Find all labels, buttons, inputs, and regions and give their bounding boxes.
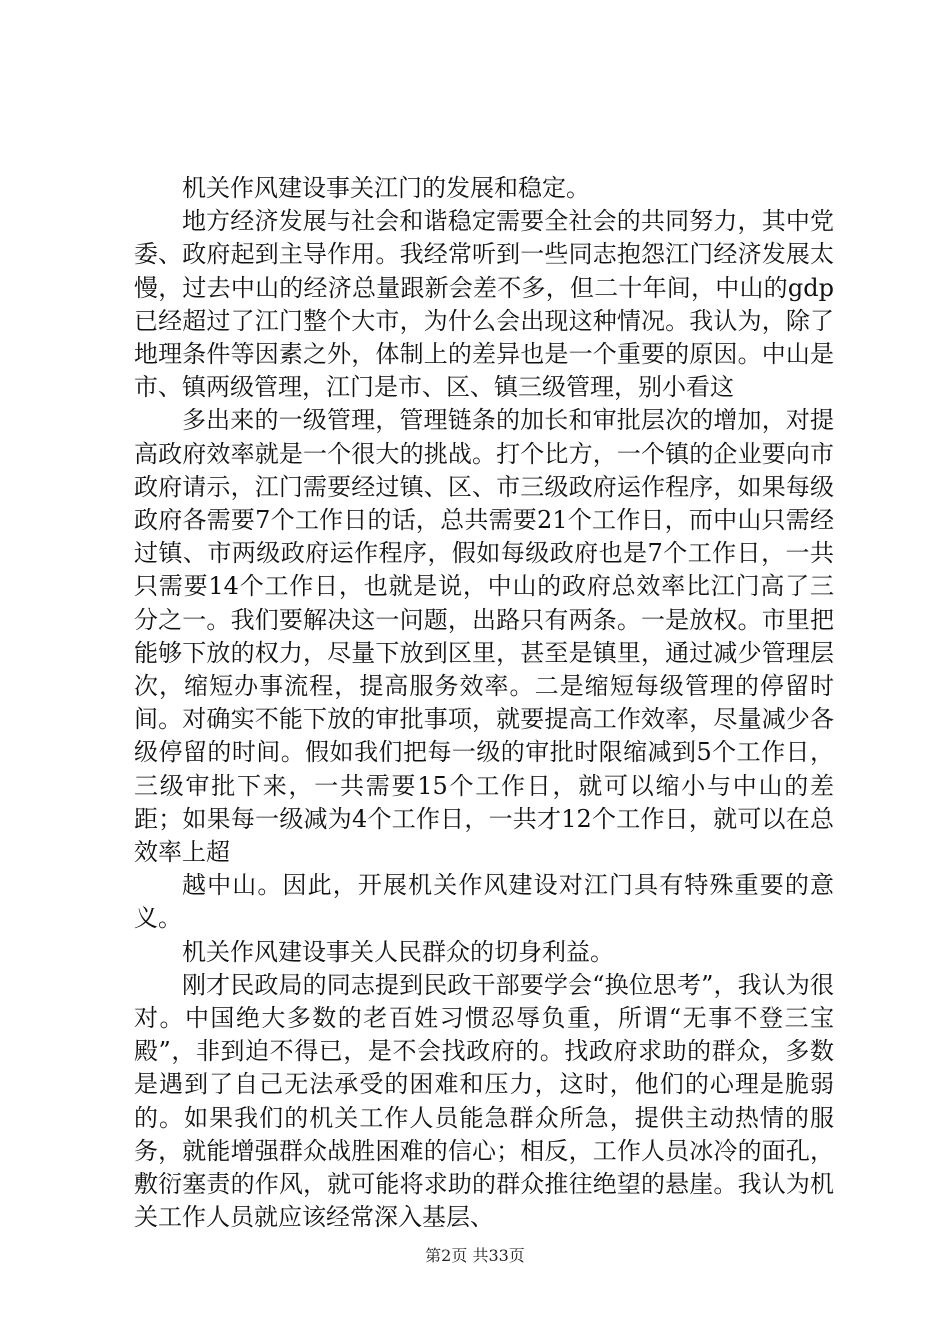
page-footer: 第2页 共33页 (425, 1246, 525, 1265)
document-body (134, 172, 834, 1235)
paragraph: 刚才民政局的同志提到民政干部要学会“换位思考”，我认为很对。中国绝大多数的老百姓习惯忍辱负重，所谓“无事不登三宝殿”，非到迫不得已，是不会找政府的。找政府求助的群众，多数是遇到了自己无法承受的困难和压力，这时，他们的心理是脆弱的。如果我们的机关工作人员能急群众所急，提供主动热情的服务，就能增强群众战胜困难的信心；相反，工作人员冰冷的面孔，敷衍塞责的作风，就可能将求助的群众推往绝望的悬崖。我认为机关工作人员就应该经常深入基层、 (134, 970, 834, 1232)
paragraph: 多出来的一级管理，管理链条的加长和审批层次的增加，对提高政府效率就是一个很大的挑战。打个比方，一个镇的企业要向市政府请示，江门需要经过镇、区、市三级政府运作程序，如果每级政府各需要7个工作日的话，总共需要21个工作日，而中山只需经过镇、市两级政府运作程序，假如每级政府也是7个工作日，一共只需要14个工作日，也就是说，中山的政府总效率比江门高了三分之一。我们要解决这一问题，出路只有两条。一是放权。市里把能够下放的权力，尽量下放到区里，甚至是镇里，通过减少管理层次，缩短办事流程，提高服务效率。二是缩短每级管理的停留时间。对确实不能下放的审批事项，就要提高工作效率，尽量减少各级停留的时间。假如我们把每一级的审批时限缩减到5个工作日，三级审批下来，一共需要15个工作日，就可以缩小与中山的差距；如果每一级减为4个工作日，一共才12个工作日，就可以在总效率上超 (134, 406, 834, 867)
paragraph: 机关作风建设事关江门的发展和稳定。 (182, 174, 590, 202)
paragraph: 地方经济发展与社会和谐稳定需要全社会的共同努力，其中党委、政府起到主导作用。我经常听到一些同志抱怨江门经济发展太慢，过去中山的经济总量跟新会差不多，但二十年间，中山的gdp已经超过了江门整个大市，为什么会出现这种情况。我认为，除了地理条件等因素之外，体制上的差异也是一个重要的原因。中山是市、镇两级管理，江门是市、区、镇三级管理，别小看这 (134, 207, 834, 402)
paragraph: 机关作风建设事关人民群众的切身利益。 (182, 937, 614, 966)
paragraph: 越中山。因此，开展机关作风建设对江门具有特殊重要的意义。 (134, 871, 834, 933)
